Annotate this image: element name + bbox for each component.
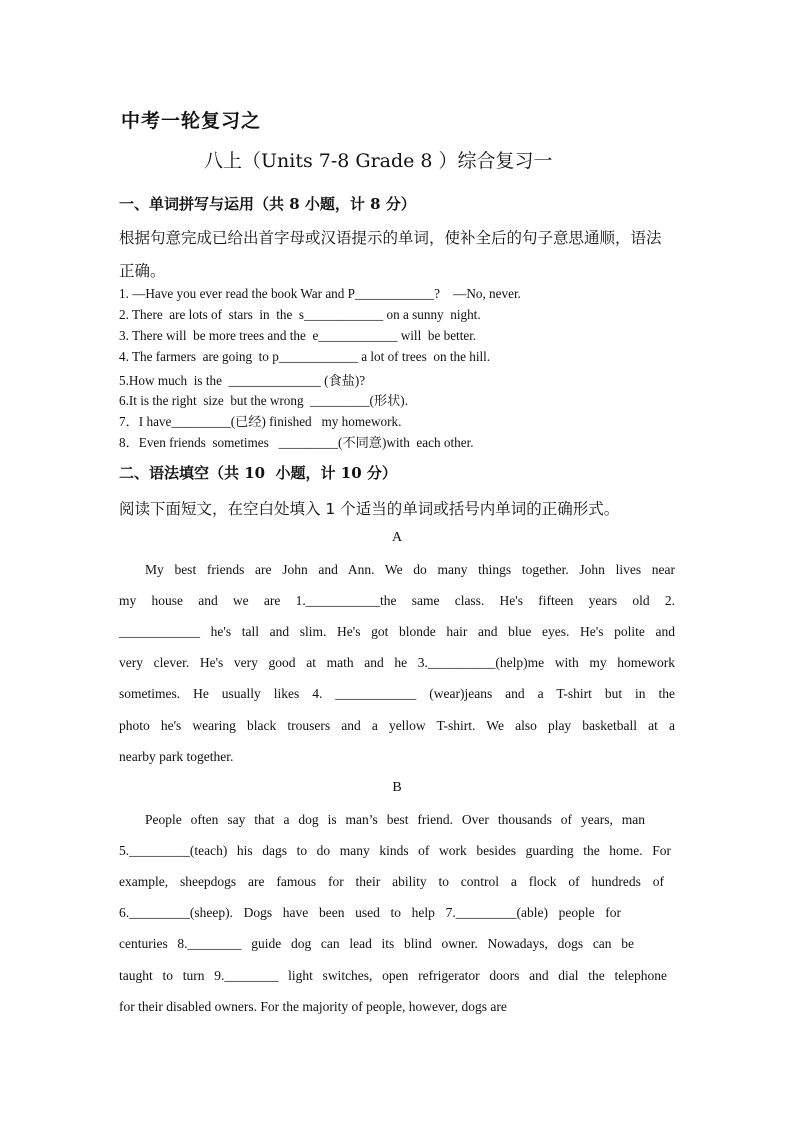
section1-instruction-line1: 根据句意完成已给出首字母或汉语提示的单词，使补全后的句子意思通顺，语法: [119, 229, 662, 247]
section2-instruction: 阅读下面短文，在空白处填入 1 个适当的单词或括号内单词的正确形式。: [119, 500, 620, 518]
question-4: 4. The farmers are going to p____________ a lot of trees on the hill.: [119, 349, 491, 364]
passage-a-line: photo he's wearing black trousers and a yellow T-shirt. We also play basketball at a: [119, 718, 675, 733]
passage-a-line: My best friends are John and Ann. We do many things together. John lives near: [145, 562, 675, 577]
pre-title: 中考一轮复习之: [121, 110, 262, 132]
section2-heading: 二、语法填空（共 10 小题，计 10 分）: [119, 464, 397, 482]
question-6: 6.It is the right size but the wrong _________(形状).: [119, 393, 408, 408]
page-title: 八上（Units 7-8 Grade 8 ）综合复习一: [204, 150, 553, 172]
passage-b-line: centuries 8.________ guide dog can lead its blind owner. Nowadays, dogs can be: [119, 936, 634, 951]
passage-b-label: B: [392, 780, 402, 795]
passage-b-line: 5._________(teach) his dags to do many kinds of work besides guarding the home. For: [119, 843, 671, 858]
passage-a-line: very clever. He's very good at math and he 3.__________(help)me with my homework: [119, 655, 675, 670]
passage-a-label: A: [391, 530, 403, 545]
passage-a-line: sometimes. He usually likes 4. ____________ (wear)jeans and a T-shirt but in the: [119, 686, 675, 701]
passage-a-line: ____________ he's tall and slim. He's got blonde hair and blue eyes. He's polite and: [119, 624, 675, 639]
passage-b-line: taught to turn 9.________ light switches, open refrigerator doors and dial the telephone: [119, 968, 667, 983]
question-3: 3. There will be more trees and the e____________ will be better.: [119, 328, 477, 343]
question-5: 5.How much is the ______________ (食盐)?: [119, 373, 366, 388]
question-7: 7．I have_________(已经) finished my homework.: [119, 414, 402, 429]
passage-b-line: People often say that a dog is man’s best friend. Over thousands of years, man: [145, 812, 645, 827]
passage-b-line: 6._________(sheep). Dogs have been used to help 7._________(able) people for: [119, 905, 621, 920]
question-1: 1. —Have you ever read the book War and P____________? —No, never.: [119, 286, 521, 301]
passage-a-line: my house and we are 1.___________the same class. He's fifteen years old 2.: [119, 593, 675, 608]
section1-heading: 一、单词拼写与运用（共 8 小题，计 8 分）: [119, 195, 416, 213]
question-8: 8．Even friends sometimes _________(不同意)with each other.: [119, 435, 474, 450]
question-2: 2. There are lots of stars in the s____________ on a sunny night.: [119, 307, 481, 322]
section1-instruction-line2: 正确。: [119, 262, 166, 280]
passage-b-line: example, sheepdogs are famous for their ability to control a flock of hundreds of: [119, 874, 664, 889]
passage-b-line: for their disabled owners. For the majority of people, however, dogs are: [119, 999, 507, 1014]
passage-a-line: nearby park together.: [119, 749, 234, 764]
